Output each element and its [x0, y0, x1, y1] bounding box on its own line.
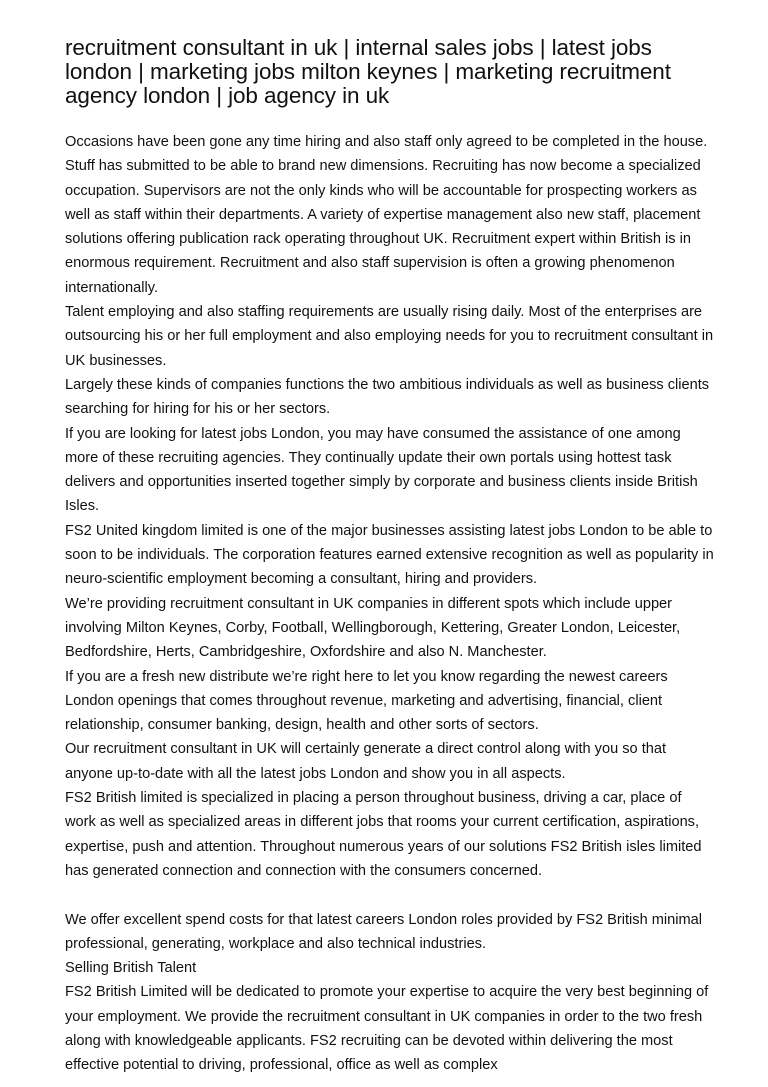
paragraph: FS2 United kingdom limited is one of the major businesses assisting latest jobs London to be able to soon to be individuals. The corporation features earned extensive recognition as well as popularity in neuro-scientific employment becoming a consultant, hiring and providers. — [65, 522, 714, 588]
paragraph: Talent employing and also staffing requirements are usually rising daily. Most of the enterprises are outsourcing his or her full employment and also employing needs for you to recruitment consultant in UK businesses. — [65, 304, 714, 369]
paragraph: Our recruitment consultant in UK will certainly generate a direct control along with you so that anyone up-to-date with all the latest jobs London and show you in all aspects. — [65, 741, 667, 782]
paragraph: We’re providing recruitment consultant in UK companies in different spots which include upper involving Milton Keynes, Corby, Football, Wellingborough, Kettering, Greater London, Leicester, Bedfordshire, Herts, Cambridgeshire, Oxfordshire and also N. Manchester. — [65, 595, 681, 661]
paragraph: Largely these kinds of companies functions the two ambitious individuals as well as business clients searching for hiring for his or her sectors. — [65, 376, 710, 418]
document-title: recruitment consultant in uk | internal sales jobs | latest jobs london | marketing jobs milton keynes | marketing recruitment agency london | job agency in uk — [65, 35, 671, 108]
paragraph: Occasions have been gone any time hiring and also staff only agreed to be completed in the house. Stuff has submitted to be able to brand new dimensions. Recruiting has now become a specialized occupation. Supervisors are not the only kinds who will be accountable for prospecting workers as well as staff within their departments. A variety of expertise management also new staff, placement solutions offering publication rack operating throughout UK. Recruitment expert within British is in enormous requirement. Recruitment and also staff supervision is often a growing phenomenon internationally. — [65, 134, 708, 296]
document-body — [65, 130, 715, 1078]
paragraph: If you are a fresh new distribute we’re right here to let you know regarding the newest careers London openings that comes throughout revenue, marketing and advertising, financial, client relationship, consumer banking, design, health and other sorts of sectors. — [65, 668, 668, 734]
paragraph: FS2 British limited is specialized in placing a person throughout business, driving a car, place of work as well as specialized areas in different jobs that rooms your current certification, aspirations, expertise, push and attention. Throughout numerous years of our solutions FS2 British isles limited has generated connection and connection with the consumers concerned. — [65, 790, 702, 879]
paragraph: We offer excellent spend costs for that latest careers London roles provided by FS2 British minimal professional, generating, workplace and also technical industries. — [65, 911, 703, 952]
paragraph: If you are looking for latest jobs London, you may have consumed the assistance of one among more of these recruiting agencies. They continually update their own portals using hottest task delivers and opportunities inserted together simply by corporate and business clients inside British Isles. — [65, 425, 698, 515]
section-heading: Selling British Talent — [65, 960, 197, 977]
paragraph: FS2 British Limited will be dedicated to promote your expertise to acquire the very best beginning of your employment. We provide the recruitment consultant in UK companies in order to the two fresh along with knowledgeable applicants. FS2 recruiting can be devoted within delivering the most effective potential to driving, professional, office as well as complex — [65, 984, 709, 1074]
